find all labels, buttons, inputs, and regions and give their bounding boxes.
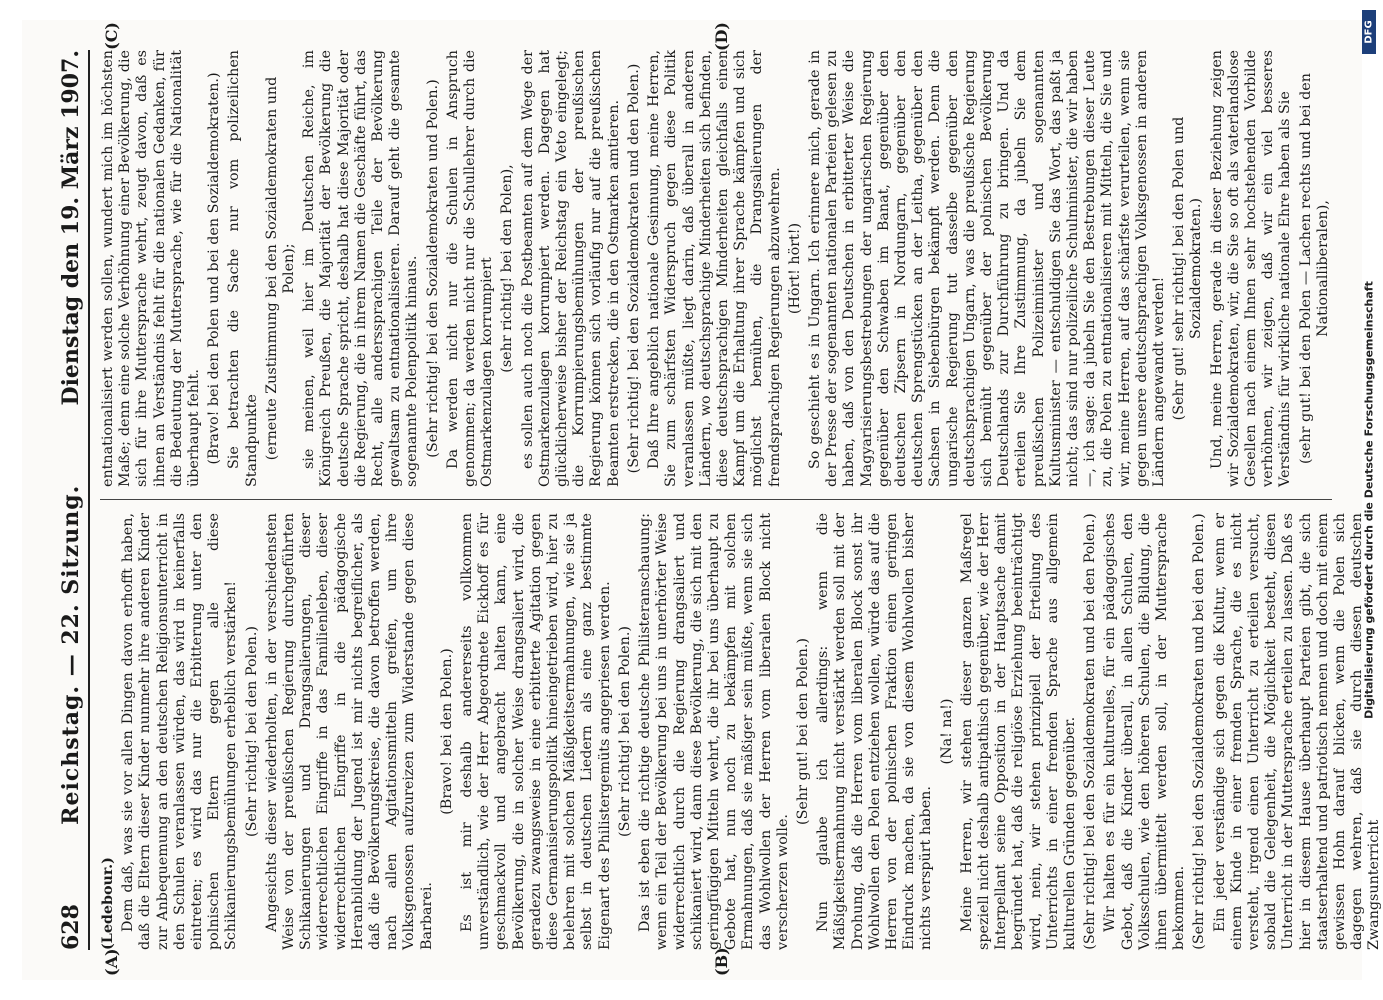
interjection: (erneute Zustimmung bei den Sozialdemokraten und Polen); <box>263 76 297 461</box>
margin-mark-d: (D) <box>711 22 731 52</box>
interjection: (Sehr richtig! bei den Polen.) <box>616 626 633 837</box>
margin-mark-b: (B) <box>711 947 731 976</box>
paragraph: Dem daß, was sie vor allen Dingen davon erhofft haben, daß die Eltern dieser Kinder nunmehr ihre anderen Kinder zur Anbequemung an den deutschen Religionsunterricht in den Schulen veranlassen würden, das wird in keinerfalls eintreten; es wird das nur die Erbitterung unter den polnischen Eltern gegen alle diese Schikanierungsbemühungen erheblich verstärken! <box>119 513 239 950</box>
interjection: (Sehr richtig! bei den Polen.) <box>243 626 260 837</box>
page-number: 628 <box>57 904 84 950</box>
paragraph: Das ist eben die richtige deutsche Philisteranschauung: wenn ein Teil der Bevölkerung bei uns in unerhörter Weise widerrechtlich durch die Regierung drangsaliert und schikaniert wird, dann diese Bevölkerung, die sich mit den geringfügigen Mitteln wehrt, die ihr bei uns überhaupt zu Gebote hat, nun noch zu bekämpfen mit solchen Ermahnungen, daß sie mäßiger sein müßte, wenn sie sich das Wohlwollen der Herren vom liberalen Block nicht verscherzen wolle. <box>636 513 791 950</box>
paragraph: Wir halten es für ein kulturelles, für ein pädagogisches Gebot, daß die Kinder überall, in allen Schulen, den Volksschulen, wie den höheren Schulen, die Bildung, die ihnen übermittelt werden soll, in der Muttersprache bekommen. <box>1101 513 1187 950</box>
dfg-credit-text: Digitalisierung gefördert durch die Deutsche Forschungsgemeinschaft <box>1362 281 1376 719</box>
paragraph: So geschieht es in Ungarn. Ich erinnere mich, gerade in der Presse der sogenannten nationalen Parteien gelesen zu haben, daß von den Deutschen in erbitterter Weise die Magyarisierungsbestrebungen der ungarischen Regierung gegenüber den Schwaben im Banat, gegenüber den deutschen Zipsern in Nordungarn, gegenüber den deutschen Sprengstücken an der Leitha, gegenüber den Sachsen in Siebenbürgen bekämpft werden. Denn die ungarische Regierung tut dasselbe gegenüber den deutschsprachigen Ungarn, was die preußische Regierung sich bemüht gegenüber der polnischen Bevölkerung Deutschlands zur Durchführung zu bringen. Und da erteilen Sie Ihre Zustimmung, da jubeln Sie dem preußischen Polizeiminister und sogenannten Kultusminister — entschuldigen Sie das Wort, das paßt ja nicht; das sind nur polizeiliche Schulminister, die wir haben —, ich sage: da jubeln Sie den Bestrebungen dieser Leute zu, die Polen zu entnationalisieren mit Mitteln, die Sie und wir, meine Herren, auf das schärfste verurteilen, wenn sie gegen unsere deutschsprachigen Volksgenossen in anderen Ländern angewandt werden! <box>806 50 1167 487</box>
dfg-credit-strip <box>1361 10 1377 990</box>
paragraph: es sollen auch noch die Postbeamten auf dem Wege der Ostmarkenzulagen korrumpiert werden. Dagegen hat glücklicherweise bisher der Reichstag ein Veto eingelegt; die Korrumpierungsbemühungen der preußischen Regierung können sich vorläufig nur auf die preußischen Beamten erstrecken, die in den Ostmarken amtieren. <box>519 50 622 487</box>
interjection: (Bravo! bei den Polen.) <box>438 648 455 815</box>
paragraph: Sie betrachten die Sache nur vom polizeilichen Standpunkte <box>225 50 260 487</box>
paragraph: Nun glaube ich allerdings: wenn die Mäßigkeitsermahnung nicht verstärkt werden soll mit der Drohung, daß die Herren vom liberalen Block sonst ihr Wohlwollen den Polen entziehen wollen, würde das auf die Herren von der polnischen Fraktion einen geringen Eindruck machen, da sie von diesem Wohlwollen bisher nichts verspürt haben. <box>814 513 934 950</box>
margin-mark-a: (A) <box>101 948 121 976</box>
page-header <box>44 50 84 950</box>
paragraph: Es ist mir deshalb andererseits vollkommen unverständlich, wie der Herr Abgeordnete Eickhoff es für geschmackvoll und angebracht halten kann, eine Bevölkerung, die in solcher Weise drangsaliert wird, die geradezu zwangsweise in eine erbitterte Agitation gegen diese Germanisierungspolitik hineingetrieben wird, hier zu belehren mit solchen Mäßigkeitsermahnungen, wie sie ja selbst in deutschen Liedern als eine ganz bestimmte Eigenart des Philistergemüts angepriesen werden. <box>458 513 613 950</box>
paragraph: Daß Ihre angeblich nationale Gesinnung, meine Herren, Sie zum schärfsten Widerspruch gegen diese Politik veranlassen müßte, liegt darin, daß überall in anderen Ländern, wo deutschsprachige Minderheiten sich befinden, diese deutschsprachigen Minderheiten gleichfalls einen Kampf um die Erhaltung ihrer Sprache kämpfen und sich möglichst bemühen, die Drangsalierungen der fremdsprachigen Regierungen abzuwehren. <box>645 50 783 487</box>
dfg-logo <box>1362 10 1376 54</box>
header-rule <box>88 50 90 950</box>
left-column <box>99 513 1382 950</box>
interjection: (sehr gut! bei den Polen — Lachen rechts und bei den Nationalliberalen), <box>1297 73 1331 464</box>
dfg-logo-text: DFG <box>1363 20 1375 44</box>
interjection: (Hört! hört!) <box>786 222 803 315</box>
interjection: (Sehr richtig! bei den Sozialdemokraten und bei den Polen.) <box>1190 513 1207 950</box>
interjection: (Bravo! bei den Polen und bei den Sozialdemokraten.) <box>205 72 222 465</box>
interjection: (Sehr gut! sehr richtig! bei den Polen und Sozialdemokraten.) <box>1170 116 1204 421</box>
session-title: Reichstag. — 22. Sitzung. <box>57 484 84 825</box>
paragraph: Meine Herren, wir stehen dieser ganzen Maßregel speziell nicht deshalb antipathisch gegenüber, wie der Herr Interpellant seine Opposition in der Hauptsache damit begründet hat, daß die religiöse Erziehung beeinträchtigt wird, nein, wir stehen prinzipiell der Erteilung des Unterrichts in einer fremden Sprache aus allgemein kulturellen Gründen gegenüber. <box>958 513 1078 950</box>
paragraph: Da werden nicht nur die Schulen in Anspruch genommen; da werden nicht nur die Schullehrer durch die Ostmarkenzulagen korrumpiert <box>444 50 495 487</box>
interjection: (sehr richtig! bei den Polen), <box>498 164 515 373</box>
interjection: (Na! na!) <box>938 698 955 765</box>
column-divider <box>100 499 1332 500</box>
speaker-name: (Ledebour.) <box>99 857 116 950</box>
interjection: (Sehr richtig! bei den Sozialdemokraten und den Polen.) <box>625 63 642 474</box>
interjection: (Sehr richtig! bei den Sozialdemokraten und Polen.) <box>424 79 441 458</box>
session-date: Dienstag den 19. März 1907. <box>57 50 84 406</box>
interjection: (Sehr richtig! bei den Sozialdemokraten und bei den Polen.) <box>1081 513 1098 950</box>
paragraph: sie meinen, weil hier im Deutschen Reiche, im Königreich Preußen, die Majorität der Bevölkerung die deutsche Sprache spricht, deshalb hat diese Majorität oder die Regierung, die in ihrem Namen die Geschäfte führt, das Recht, alle anderssprachigen Teile der Bevölkerung gewaltsam zu entnationalisieren. Darauf geht die gesamte sogenannte Polenpolitik hinaus. <box>300 50 420 487</box>
margin-mark-c: (C) <box>101 22 121 50</box>
paragraph: Ein jeder verständige sich gegen die Kultur, wenn er einem Kinde in einer fremden Sprache, die es nicht versteht, irgend einen Unterricht zu erteilen versucht, sobald die Gelegenheit, die Möglichkeit besteht, diesen Unterricht in der Muttersprache erteilen zu lassen. Daß es hier in diesem Hause überhaupt Parteien gibt, die sich staatserhaltend und patriotisch nennen und doch mit einem gewissen Hohn darauf blicken, wenn die Polen sich dagegen wehren, daß sie durch diesen deutschen Zwangsunterricht <box>1211 513 1382 950</box>
paragraph: Angesichts dieser wiederholten, in der verschiedensten Weise von der preußischen Regierung durchgeführten Schikanierungen und Drangsalierungen, dieser widerrechtlichen Eingriffe in das Familienleben, dieser widerrechtlichen Eingriffe in die pädagogische Heranbildung der Jugend ist mir nichts begreiflicher, als daß die Bevölkerungskreise, die davon betroffen werden, nach allen Agitationsmitteln greifen, um ihre Volksgenossen aufzureizen zum Widerstande gegen diese Barbarei. <box>263 513 435 950</box>
interjection: (Sehr gut! bei den Polen.) <box>794 638 811 825</box>
paragraph: Und, meine Herren, gerade in dieser Beziehung zeigen wir Sozialdemokraten, wir, die Sie so oft als vaterlandslose Gesellen nach einem Ihnen sehr hochstehenden Vorbilde verhöhnen, wir zeigen, daß wir ein viel besseres Verständnis für wirkliche nationale Ehre haben als Sie <box>1208 50 1293 487</box>
right-column <box>100 50 1332 487</box>
paragraph: entnationalisiert werden sollen, wundert mich im höchsten Maße; denn eine solche Verhöhnung einer Bevölkerung, die sich für ihre Muttersprache wehrt, zeugt davon, daß es ihnen an Verständnis fehlt für die nationalen Gedanken, für die Bedeutung der Muttersprache, wie für die Nationalität überhaupt fehlt. <box>99 50 202 487</box>
